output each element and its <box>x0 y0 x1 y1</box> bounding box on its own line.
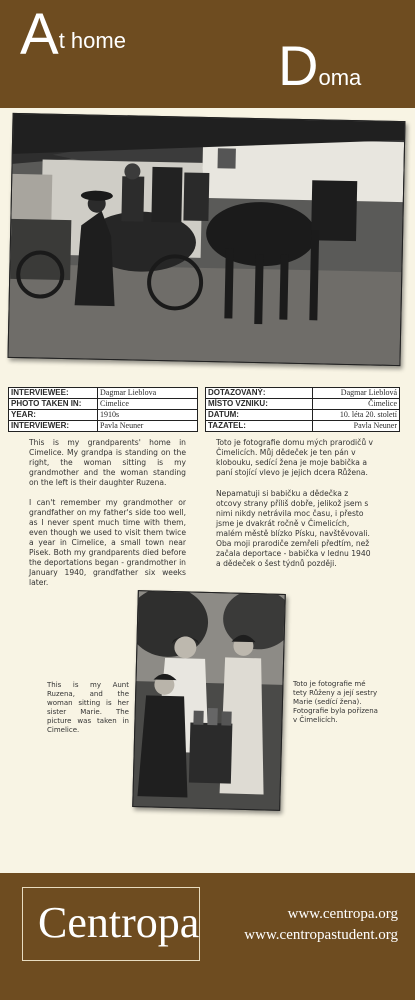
website-link[interactable]: www.centropa.org <box>287 906 398 922</box>
table-row <box>9 399 198 410</box>
story-cz-paragraph-2: Nepamatuji si babičku a dědečka z otcovy strany příliš dobře, jelikož jsem s nimi nikdy netrávila moc času, i přesto jsme je dvakrát ročně v Čimelicích, malém městě blízko Písku, navštěvovali. Oba moji prarodiče zemřeli předtím, než začala deportace - babička v lednu 1940 a dědeček o šest týdnů později. <box>216 489 371 568</box>
story-en-paragraph-2: I can't remember my grandmother or grandfather on my father's side too well, as I never spent much time with them, even though we used to visit them twice a year in Cimelice, a small town near Pisek. Both my grandparents died before the deportations began - grandmother in January 1940, grandfather six weeks later. <box>29 498 186 587</box>
info-value: Dagmar Lieblova <box>98 388 198 399</box>
title-en-rest: t home <box>58 28 126 53</box>
title-cz-rest: oma <box>318 65 362 90</box>
story-cz-paragraph-1: Toto je fotografie domu mých prarodičů v Čimelicích. Můj dědeček je ten pán v klobouku, sedící žena je moje babička a paní stojící vlevo je jejich dcera Růžena. <box>216 438 374 477</box>
table-row <box>206 410 400 421</box>
sisters-photo <box>132 590 286 811</box>
table-row <box>206 399 400 410</box>
info-label: TAZATEL: <box>206 421 313 432</box>
info-label: YEAR: <box>9 410 98 421</box>
info-value: Cimelice <box>98 399 198 410</box>
student-website-link[interactable]: www.centropastudent.org <box>244 927 398 943</box>
info-label: DATUM: <box>206 410 313 421</box>
info-label: MÍSTO VZNIKU: <box>206 399 313 410</box>
info-label: PHOTO TAKEN IN: <box>9 399 98 410</box>
table-row <box>9 421 198 432</box>
info-value: 10. léta 20. století <box>313 410 400 421</box>
table-row <box>9 410 198 421</box>
info-value: Pavla Neuner <box>98 421 198 432</box>
info-value: Pavla Neuner <box>313 421 400 432</box>
info-label: DOTAZOVANÝ: <box>206 388 313 399</box>
info-table-czech <box>205 387 400 432</box>
title-czech <box>278 34 362 97</box>
title-en-initial: A <box>20 2 59 67</box>
info-value: Dagmar Lieblová <box>313 388 400 399</box>
centropa-logo: Centropa <box>38 898 200 947</box>
caption-english: This is my Aunt Ruzena, and the woman sitting is her sister Marie. The picture was taken in Cimelice. <box>47 681 129 734</box>
story-en-paragraph-1: This is my grandparents' home in Cimelice. My grandpa is standing on the right, the woman sitting is my grandmother and the woman standing on the left is their daughter Ruzena. <box>29 438 186 487</box>
info-label: INTERVIEWER: <box>9 421 98 432</box>
house-photo <box>7 113 405 366</box>
info-label: INTERVIEWEE: <box>9 388 98 399</box>
info-table-english <box>8 387 198 432</box>
title-cz-initial: D <box>278 34 319 97</box>
info-value: Čimelice <box>313 399 400 410</box>
table-row <box>206 388 400 399</box>
info-value: 1910s <box>98 410 198 421</box>
table-row <box>206 421 400 432</box>
title-english <box>20 2 126 67</box>
table-row <box>9 388 198 399</box>
caption-czech: Toto je fotografie mé tety Růženy a její sestry Marie (sedící žena). Fotografie byla pořízena v Čimelicích. <box>293 680 378 724</box>
